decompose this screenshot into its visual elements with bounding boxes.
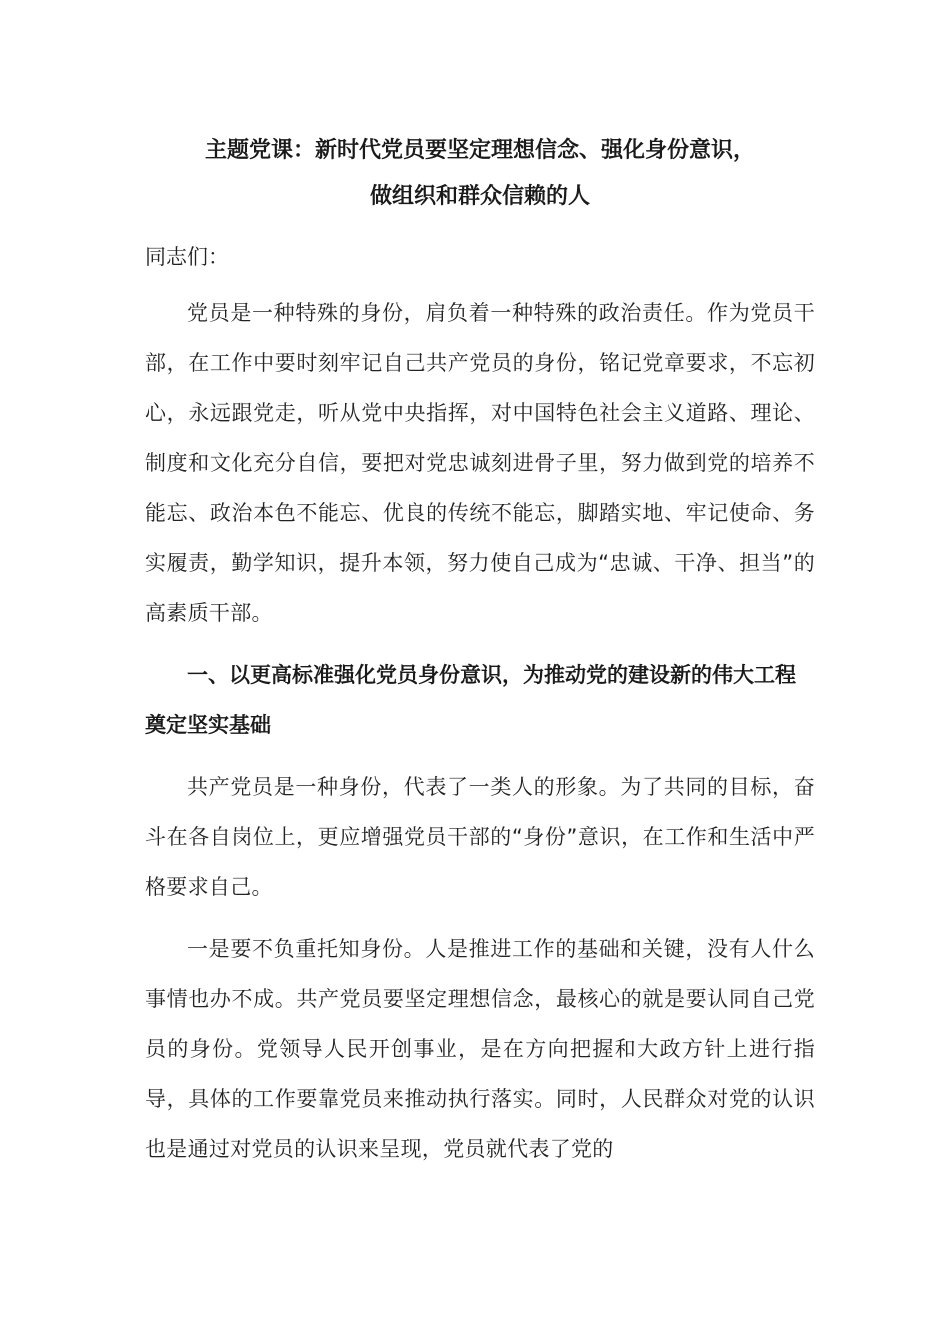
- document-body: [145, 128, 815, 1186]
- body-paragraph: 一是要不负重托知身份。人是推进工作的基础和关键，没有人什么事情也办不成。共产党员要坚定理想信念，最核心的就是要认同自己党员的身份。党领导人民开创事业，是在方向把握和大政方针上进行指导，具体的工作要靠党员来推动执行落实。同时，人民群众对党的认识也是通过对党员的认识来呈现，党员就代表了党的: [145, 937, 815, 1161]
- section-heading: 一、以更高标准强化党员身份意识，为推动党的建设新的伟大工程奠定坚实基础: [145, 663, 796, 737]
- document-title-line-2: 做组织和群众信赖的人: [369, 184, 590, 209]
- salutation: 同志们：: [145, 245, 229, 269]
- document-title-line-1: 主题党课：新时代党员要坚定理想信念、强化身份意识，: [204, 138, 755, 163]
- body-paragraph: 党员是一种特殊的身份，肩负着一种特殊的政治责任。作为党员干部，在工作中要时刻牢记自己共产党员的身份，铭记党章要求，不忘初心，永远跟党走，听从党中央指挥，对中国特色社会主义道路、理论、制度和文化充分自信，要把对党忠诚刻进骨子里，努力做到党的培养不能忘、政治本色不能忘、优良的传统不能忘，脚踏实地、牢记使命、务实履责，勤学知识，提升本领，努力使自己成为“忠诚、干净、担当”的高素质干部。: [145, 301, 815, 625]
- body-paragraph: 共产党员是一种身份，代表了一类人的形象。为了共同的目标，奋斗在各自岗位上，更应增强党员干部的“身份”意识，在工作和生活中严格要求自己。: [145, 775, 815, 899]
